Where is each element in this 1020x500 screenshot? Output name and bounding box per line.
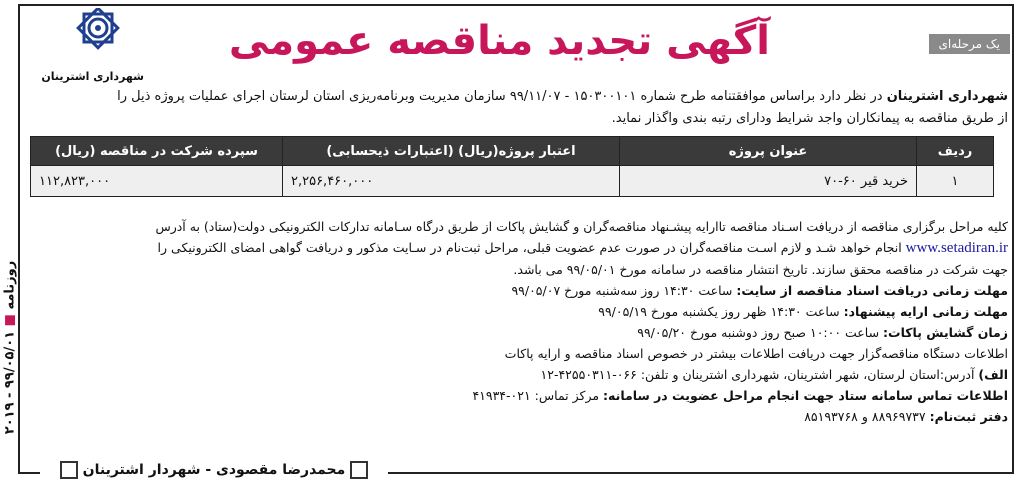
side-paper: روزنامه [2, 260, 18, 310]
body-line2 [30, 237, 1008, 259]
logo-caption: شهرداری اشترینان [41, 70, 144, 83]
deadline-proposals [30, 301, 1008, 322]
side-text [3, 208, 18, 488]
intro-line1: در نظر دارد براساس موافقتنامه طرح شماره ۱۵۰۳۰۰۱۰۱ - ۹۹/۱۱/۰۷ سازمان مدیریت وبرنامه‌ریزی استان لرستان اجرای عملیات پروژه ذیل را [117, 89, 887, 104]
registration-label: دفتر ثبت‌نام: [929, 409, 1008, 424]
municipality-emblem-icon [62, 8, 134, 64]
info-line: اطلاعات دستگاه مناقصه‌گزار جهت دریافت اطلاعات بیشتر در خصوص اسناد مناقصه و ارایه پاکات [504, 346, 1008, 361]
body-line1: کلیه مراحل برگزاری مناقصه از دریافت اسـناد مناقصه تاارایه پیشـنهاد مناقصه‌گران و گشایش پاکات از طریق درگاه سـامانه تدارکات الکترونیکی دولت(ستاد) به آدرس [155, 219, 1008, 234]
header-project-title: عنوان پروژه [620, 137, 917, 166]
cell-project-title: خرید قیر ۶۰-۷۰ [620, 166, 917, 197]
opening-time [30, 322, 1008, 343]
logo [41, 8, 144, 84]
intro-paragraph [30, 86, 1008, 130]
side-publication-strip [0, 200, 18, 500]
deadline-proposals-label: مهلت زمانی ارایه پیشنهاد: [843, 304, 1008, 319]
signature-text: محمدرضا مقصودی - شهردار اشترینان [82, 462, 346, 478]
deadline-documents-value: ساعت ۱۴:۳۰ روز سه‌شنبه مورخ ۹۹/۰۵/۰۷ [511, 283, 737, 298]
deadline-documents-label: مهلت زمانی دریافت اسناد مناقصه از سایت: [736, 283, 1008, 298]
deadline-documents [30, 280, 1008, 301]
cell-project-budget: ۲,۲۵۶,۴۶۰,۰۰۰ [283, 166, 620, 197]
address-line [30, 364, 1008, 385]
side-date: ۹۹/۰۵/۰۱ - ۲۰۱۹ [2, 330, 18, 435]
address-value: آدرس:استان لرستان، شهر اشترینان، شهرداری اشترینان و تلفن: ۰۶۶-۴۲۵۵۰۳۱۱-۱۲ [540, 367, 979, 382]
body-line2-text: انجام خواهد شـد و لازم اسـت مناقصه‌گران در صورت عدم عضویت قبلی، مراحل ثبت‌نام در سـایت مذکور و دریافت گواهی امضای الکترونیکی را [157, 240, 906, 255]
setad-website-link[interactable]: www.setadiran.ir [905, 240, 1008, 256]
table-header-row [31, 137, 994, 166]
header-deposit: سپرده شرکت در مناقصه (ریال) [31, 137, 283, 166]
signature-left-box-icon [350, 461, 368, 479]
contact-label: اطلاعات تماس سامانه ستاد جهت انجام مراحل عضویت در سامانه: [603, 388, 1008, 403]
tender-table [30, 136, 994, 197]
notice-title: آگهی تجدید مناقصه عمومی [228, 18, 770, 64]
intro-organization: شهرداری اشترینان [886, 89, 1008, 104]
table-row [31, 166, 994, 197]
header-project-budget: اعتبار پروژه(ریال) (اعتبارات ذیحسابی) [283, 137, 620, 166]
contact-value: مرکز تماس: ۰۲۱-۴۱۹۳۴ [472, 388, 604, 403]
body-line3: جهت شرکت در مناقصه محقق سازند. تاریخ انتشار مناقصه در سامانه مورخ ۹۹/۰۵/۰۱ می باشد. [513, 262, 1008, 277]
intro-line2: از طریق مناقصه به پیمانکاران واجد شرایط ودارای رتبه بندی واگذار نماید. [611, 111, 1008, 126]
cell-row-number: ۱ [917, 166, 994, 197]
deadline-proposals-value: ساعت ۱۴:۳۰ ظهر روز یکشنبه مورخ ۹۹/۰۵/۱۹ [598, 304, 844, 319]
notice-body [30, 216, 1008, 427]
registration-value: ۸۸۹۶۹۷۳۷ و ۸۵۱۹۳۷۶۸ [804, 409, 930, 424]
header-row-number: ردیف [917, 137, 994, 166]
contact-line [30, 385, 1008, 406]
opening-time-value: ساعت ۱۰:۰۰ صبح روز دوشنبه مورخ ۹۹/۰۵/۲۰ [637, 325, 884, 340]
stage-badge: یک مرحله‌ای [929, 34, 1011, 54]
side-paper-logo-icon: ■ [2, 314, 18, 327]
address-label: الف) [978, 367, 1008, 382]
opening-time-label: زمان گشایش پاکات: [883, 325, 1008, 340]
registration-line [30, 406, 1008, 427]
signature-right-box-icon [60, 461, 78, 479]
cell-deposit: ۱۱۲,۸۲۳,۰۰۰ [31, 166, 283, 197]
signature [40, 461, 388, 483]
